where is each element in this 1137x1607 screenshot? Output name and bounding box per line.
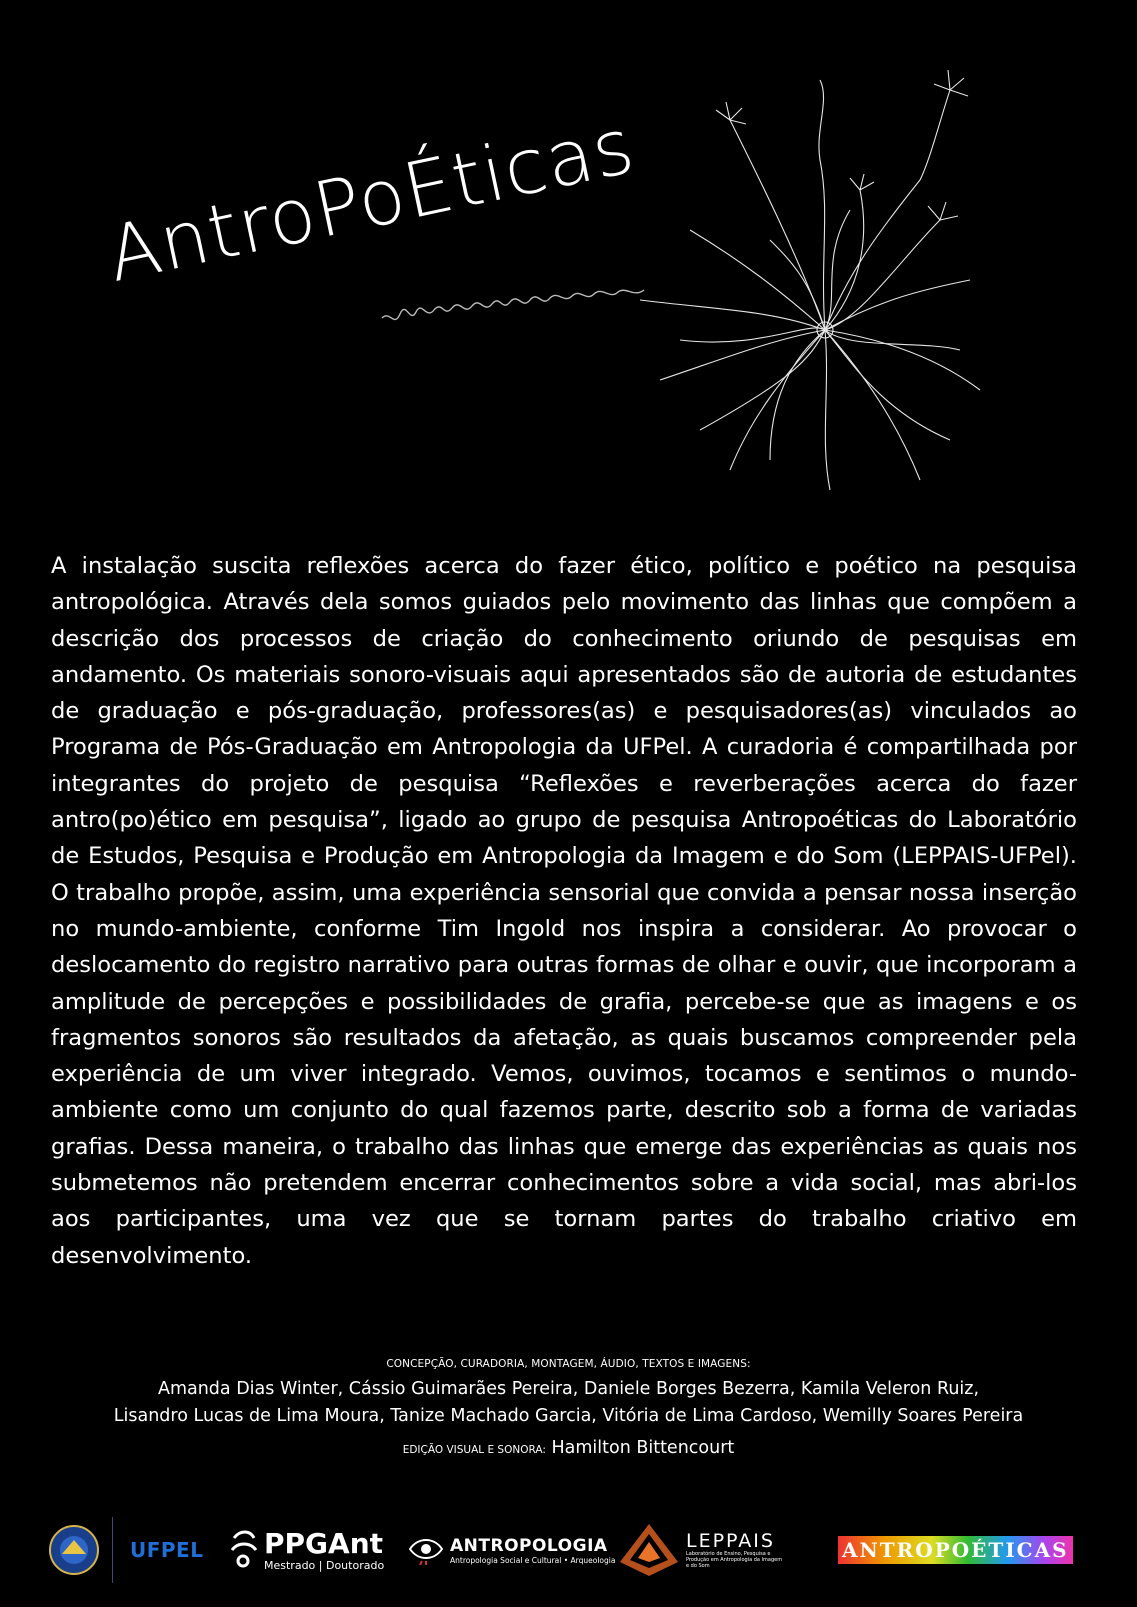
ppgant-icon xyxy=(228,1528,258,1572)
antropoeticas-logo xyxy=(838,1510,1073,1590)
edition-name: Hamilton Bittencourt xyxy=(551,1438,735,1458)
ufpel-logo xyxy=(130,1510,203,1590)
poster-title: AntroPoÉticas xyxy=(99,100,642,299)
credits-label: CONCEPÇÃO, CURADORIA, MONTAGEM, ÁUDIO, TEXTOS E IMAGENS: xyxy=(386,1358,751,1370)
credits-block xyxy=(0,1358,1137,1458)
credits-names-line-1: Amanda Dias Winter, Cássio Guimarães Pereira, Daniele Borges Bezerra, Kamila Veleron Ruiz, xyxy=(157,1379,980,1399)
ufpel-seal-logo xyxy=(48,1510,100,1590)
edition-label: EDIÇÃO VISUAL E SONORA: xyxy=(402,1444,546,1456)
root-line-illustration xyxy=(620,60,990,500)
leppais-emblem-icon xyxy=(618,1522,680,1578)
leppais-title: LEPPAIS xyxy=(686,1530,775,1552)
ppgant-title: PPGAnt xyxy=(264,1526,384,1560)
divider xyxy=(112,1510,113,1590)
eye-icon xyxy=(408,1535,444,1565)
description-paragraph: A instalação suscita reflexões acerca do fazer ético, político e poético na pesquisa antropológica. Através dela somos guiados pelo movimento das linhas que compõem a descrição dos processos de criação do conhecimento oriundo de pesquisas em andamento. Os materiais sonoro-visuais aqui apresentados são de autoria de estudantes de graduação e pós-graduação, professores(as) e pesquisadores(as) vinculados ao Programa de Pós-Graduação em Antropologia da UFPel. A curadoria é compartilhada por integrantes do projeto de pesquisa “Reflexões e reverberações acerca do fazer antro(po)ético em pesquisa”, ligado ao grupo de pesquisa Antropoéticas do Laboratório de Estudos, Pesquisa e Produção em Antropologia da Imagem e do Som (LEPPAIS-UFPel). O trabalho propõe, assim, uma experiência sensorial que convida a pensar nossa inserção no mundo-ambiente, conforme Tim Ingold nos inspira a considerar. Ao provocar o deslocamento do registro narrativo para outras formas de olhar e ouvir, que incorporam a amplitude de percepções e possibilidades de grafia, percebe-se que as imagens e os fragmentos sonoros são resultados da afetação, as quais buscamos compreender pela experiência de um viver integrado. Vemos, ouvimos, tocamos e sentimos o mundo-ambiente como um conjunto do qual fazemos parte, descrito sob a forma de variadas grafias. Dessa maneira, o trabalho das linhas que emerge das experiências as quais nos submetemos não pretendem encerrar conhecimentos sobre a vida social, mas abri-los aos participantes, uma vez que se tornam partes do trabalho criativo em desenvolvimento. xyxy=(51,553,1077,1269)
antropologia-title: ANTROPOLOGIA xyxy=(450,1535,608,1556)
antropologia-logo xyxy=(408,1510,615,1590)
edition-credit xyxy=(0,1438,1137,1458)
credits-names-line-2: Lisandro Lucas de Lima Moura, Tanize Machado Garcia, Vitória de Lima Cardoso, Wemilly Soares Pereira xyxy=(113,1406,1024,1426)
antropoeticas-wordmark: ANTROPOÉTICAS xyxy=(838,1536,1073,1564)
antropologia-subtitle: Antropologia Social e Cultural • Arqueologia xyxy=(450,1555,616,1565)
handwritten-scribble xyxy=(380,270,660,340)
logo-bar xyxy=(0,1510,1137,1600)
ppgant-logo xyxy=(228,1510,384,1590)
ppgant-subtitle: Mestrado | Doutorado xyxy=(264,1558,385,1572)
leppais-logo xyxy=(618,1510,786,1590)
ufpel-text: UFPEL xyxy=(130,1538,204,1562)
seal-icon xyxy=(48,1524,100,1576)
leppais-subtitle: Laboratório de Ensino, Pesquisa e Produção em Antropologia da Imagem e do Som xyxy=(686,1551,783,1569)
